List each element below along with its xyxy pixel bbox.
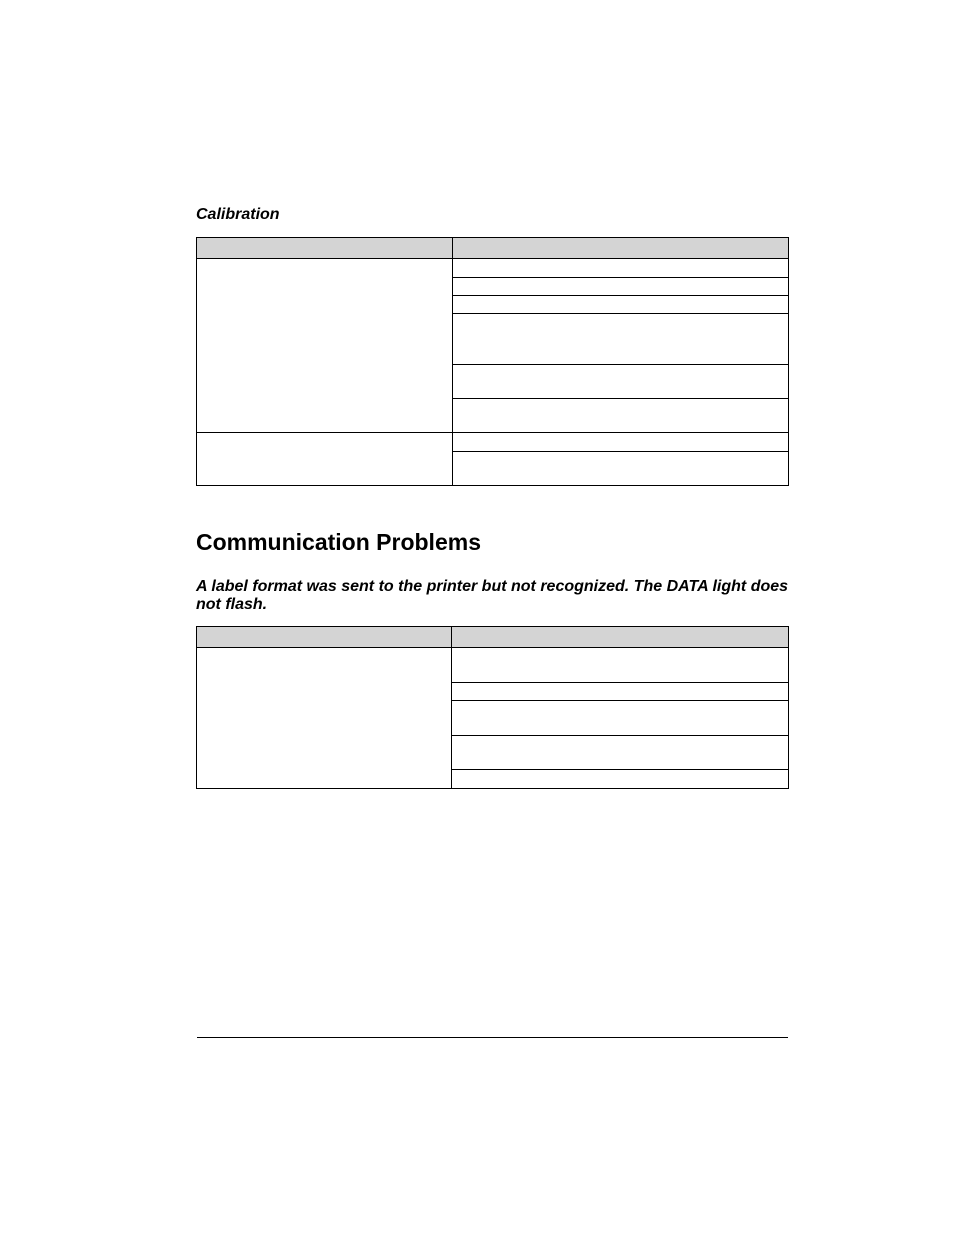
- solution-cell: [453, 365, 789, 399]
- solution-cell: [453, 314, 789, 365]
- solution-cell: [453, 296, 789, 314]
- solution-cell: [453, 259, 789, 278]
- calibration-title: Calibration: [196, 206, 280, 223]
- problem-column-header: [197, 238, 453, 259]
- solution-cell: [452, 648, 789, 683]
- solution-cell: [452, 701, 789, 736]
- table-row: [197, 433, 789, 452]
- solution-cell: [452, 683, 789, 701]
- solution-cell: [453, 278, 789, 296]
- problem-cell: [197, 259, 453, 433]
- calibration-table: [196, 237, 789, 486]
- footer-divider: [197, 1037, 788, 1038]
- solution-cell: [453, 452, 789, 486]
- table-header-row: [197, 238, 789, 259]
- solution-cell: [452, 770, 789, 789]
- solution-cell: [452, 736, 789, 770]
- section-heading: Communication Problems: [196, 529, 481, 555]
- solution-column-header: [453, 238, 789, 259]
- problem-column-header: [197, 627, 452, 648]
- solution-cell: [453, 433, 789, 452]
- solution-cell: [453, 399, 789, 433]
- communication-table: [196, 626, 789, 789]
- problem-cell: [197, 433, 453, 486]
- symptom-heading: A label format was sent to the printer but not recognized. The DATA light does not flash.: [196, 578, 789, 613]
- table-row: [197, 259, 789, 278]
- table-header-row: [197, 627, 789, 648]
- problem-cell: [197, 648, 452, 789]
- solution-column-header: [452, 627, 789, 648]
- table-row: [197, 648, 789, 683]
